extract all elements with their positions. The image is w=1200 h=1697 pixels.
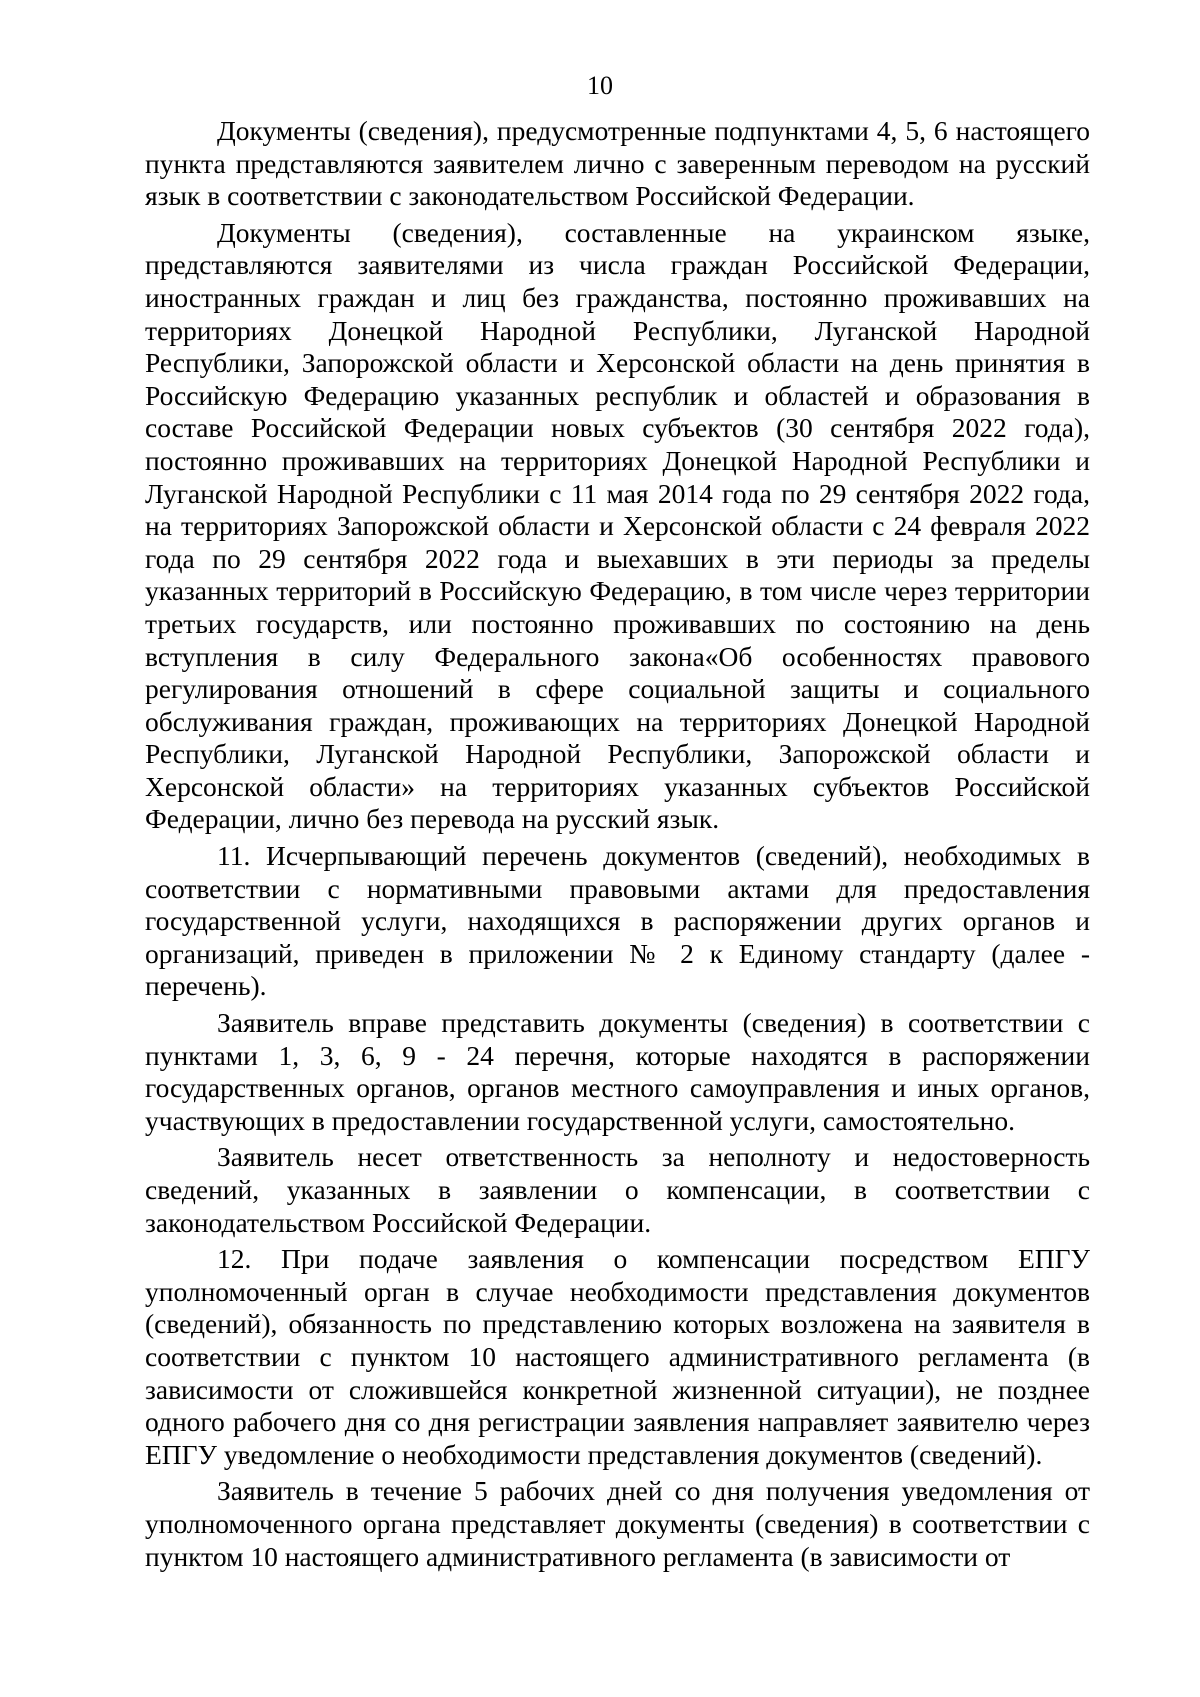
paragraph-applicant-responsibility: Заявитель несет ответственность за неполноту и недостоверность сведений, указанных в заявлении о компенсации, в соответствии с законодательством Российской Федерации. — [145, 1141, 1090, 1238]
paragraph-ukrainian-documents: Документы (сведения), составленные на украинском языке, представляются заявителями из числа граждан Российской Федерации, иностранных граждан и лиц без гражданства, постоянно проживавших на территориях Донецкой Народной Республики, Луганской Народной Республики, Запорожской области и Херсонской области на день принятия в Российскую Федерацию указанных республик и областей и образования в составе Российской Федерации новых субъектов (30 сентября 2022 года), постоянно проживавших на территориях Донецкой Народной Республики и Луганской Народной Республики с 11 мая 2014 года по 29 сентября 2022 года, на территориях Запорожской области и Херсонской области с 24 февраля 2022 года по 29 сентября 2022 года и выехавших в эти периоды за пределы указанных территорий в Российскую Федерацию, в том числе через территории третьих государств, или постоянно проживавших по состоянию на день вступления в силу Федерального закона«Об особенностях правового регулирования отношений в сфере социальной защиты и социального обслуживания граждан, проживающих на территориях Донецкой Народной Республики, Луганской Народной Республики, Запорожской области и Херсонской области» на территориях указанных субъектов Российской Федерации, лично без перевода на русский язык. — [145, 216, 1090, 835]
paragraph-item-11: 11. Исчерпывающий перечень документов (сведений), необходимых в соответствии с нормативными правовыми актами для предоставления государственной услуги, находящихся в распоряжении других органов и организаций, приведен в приложении № 2 к Единому стандарту (далее - перечень). — [145, 840, 1090, 1002]
page-number: 10 — [587, 71, 613, 100]
document-body — [145, 115, 1090, 1573]
paragraph-item-12: 12. При подаче заявления о компенсации посредством ЕПГУ уполномоченный орган в случае необходимости представления документов (сведений), обязанность по представлению которых возложена на заявителя в соответствии с пунктом 10 настоящего административного регламента (в зависимости от сложившейся конкретной жизненной ситуации), не позднее одного рабочего дня со дня регистрации заявления направляет заявителю через ЕПГУ уведомление о необходимости представления документов (сведений). — [145, 1243, 1090, 1470]
paragraph-documents-translation: Документы (сведения), предусмотренные подпунктами 4, 5, 6 настоящего пункта представляются заявителем лично с заверенным переводом на русский язык в соответствии с законодательством Российской Федерации. — [145, 115, 1090, 212]
paragraph-applicant-deadline: Заявитель в течение 5 рабочих дней со дня получения уведомления от уполномоченного органа представляет документы (сведения) в соответствии с пунктом 10 настоящего административного регламента (в зависимости от — [145, 1475, 1090, 1572]
paragraph-applicant-right: Заявитель вправе представить документы (сведения) в соответствии с пунктами 1, 3, 6, 9 - 24 перечня, которые находятся в распоряжении государственных органов, органов местного самоуправления и иных органов, участвующих в предоставлении государственной услуги, самостоятельно. — [145, 1007, 1090, 1136]
